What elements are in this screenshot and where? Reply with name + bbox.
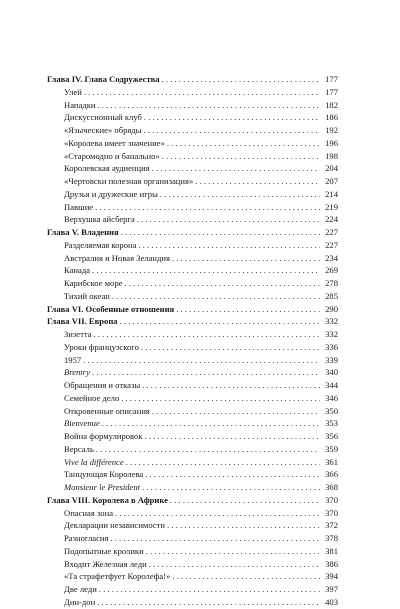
entry-title: «Старомодно и банально» — [64, 150, 160, 161]
dot-leader — [126, 456, 320, 469]
entry-title: Brentry — [64, 367, 90, 378]
toc-chapter-heading — [47, 494, 338, 507]
page-number: 403 — [325, 596, 338, 607]
page-number: 177 — [325, 86, 338, 97]
entry-title: Танцующая Королева — [64, 469, 144, 480]
entry-title: Vive la différence — [64, 456, 124, 467]
dot-leader — [142, 481, 320, 494]
dot-leader — [144, 111, 320, 124]
toc-entry — [47, 341, 338, 354]
dot-leader — [137, 213, 320, 226]
dot-leader — [92, 366, 320, 379]
dot-leader — [162, 73, 320, 86]
toc-entry — [47, 239, 338, 252]
dot-leader — [146, 545, 320, 558]
dot-leader — [121, 392, 320, 405]
page-number: 378 — [325, 533, 338, 543]
toc-entry — [47, 405, 338, 418]
entry-title: Разногласия — [64, 533, 109, 543]
dot-leader — [83, 354, 320, 367]
entry-title: Дискуссионный клуб — [64, 112, 142, 123]
dot-leader — [142, 379, 320, 392]
toc-entry — [47, 277, 338, 290]
toc-entry — [47, 150, 338, 163]
toc-entry — [47, 596, 338, 609]
page-number: 234 — [325, 252, 338, 263]
dot-leader — [97, 596, 320, 609]
toc-chapter-heading — [47, 226, 338, 239]
page-number: 290 — [325, 303, 338, 314]
toc-entry — [47, 175, 338, 188]
dot-leader — [138, 239, 320, 252]
dot-leader — [112, 290, 320, 303]
toc-chapter-heading — [47, 73, 338, 86]
toc-entry — [47, 456, 338, 469]
entry-title: Королевская аудиенция — [64, 163, 150, 174]
toc-entry — [47, 481, 338, 494]
dot-leader — [115, 507, 320, 520]
page-number: 366 — [325, 469, 338, 480]
dot-leader — [143, 124, 320, 137]
page-number: 370 — [325, 507, 338, 518]
entry-title: «Чертовски полезная организация» — [64, 176, 194, 186]
dot-leader — [110, 532, 320, 545]
entry-title: Две леди — [64, 584, 97, 594]
toc-entry — [47, 86, 338, 99]
page-number: 186 — [325, 112, 338, 123]
entry-title: «Языческие» обряды — [64, 125, 142, 135]
entry-title: 1957 — [64, 354, 82, 365]
page-number: 397 — [325, 584, 338, 594]
chapter-title: Глава VI. Особенные отношения — [47, 303, 175, 314]
page-number: 192 — [325, 125, 338, 135]
toc-entry — [47, 558, 338, 571]
entry-title: Откровенные описания — [64, 405, 150, 416]
toc-entry — [47, 392, 338, 405]
dot-leader — [96, 443, 320, 456]
toc-entry — [47, 201, 338, 214]
toc-entry — [47, 354, 338, 367]
dot-leader — [92, 264, 320, 277]
toc-entry — [47, 545, 338, 558]
dot-leader — [124, 277, 320, 290]
page-number: 361 — [325, 456, 338, 467]
toc-entry — [47, 417, 338, 430]
toc-entry — [47, 583, 338, 596]
table-of-contents — [47, 73, 338, 609]
entry-title: Верхушка айсберга — [64, 214, 135, 225]
toc-entry — [47, 570, 338, 583]
entry-title: «Та страфетфует Королефа!» — [64, 571, 171, 582]
toc-entry — [47, 379, 338, 392]
entry-title: Подопытные кролики — [64, 545, 144, 556]
page-number: 356 — [325, 431, 338, 441]
page-number: 227 — [325, 227, 338, 237]
dot-leader — [120, 315, 320, 328]
chapter-title: Глава V. Владения — [47, 227, 119, 237]
entry-title: Входит Железная леди — [64, 558, 147, 569]
page-number: 340 — [325, 367, 338, 378]
entry-title: Друзья и дружеские игры — [64, 188, 158, 199]
toc-entry — [47, 188, 338, 201]
dot-leader — [145, 430, 320, 443]
entry-title: Уроки французского — [64, 341, 139, 352]
toc-entry — [47, 252, 338, 265]
dot-leader — [99, 583, 320, 596]
page-number: 332 — [325, 329, 338, 339]
toc-entry — [47, 124, 338, 137]
toc-entry — [47, 507, 338, 520]
dot-leader — [121, 226, 320, 239]
entry-title: Декларации независимости — [64, 520, 166, 531]
entry-title: Опасная зона — [64, 507, 114, 518]
entry-title: Bienvenue — [64, 418, 100, 429]
dot-leader — [84, 86, 320, 99]
page-number: 177 — [325, 74, 338, 84]
entry-title: Зизетта — [64, 329, 92, 339]
page-number: 394 — [325, 571, 338, 582]
dot-leader — [195, 175, 320, 188]
entry-title: Разделяемая корона — [64, 239, 137, 250]
dot-leader — [145, 468, 320, 481]
toc-entry — [47, 99, 338, 112]
toc-chapter-heading — [47, 315, 338, 328]
toc-entry — [47, 366, 338, 379]
toc-entry — [47, 532, 338, 545]
dot-leader — [160, 188, 320, 201]
dot-leader — [172, 252, 320, 265]
entry-title: Павшие — [64, 201, 94, 212]
dot-leader — [162, 150, 320, 163]
page-number: 214 — [325, 188, 338, 199]
dot-leader — [102, 417, 320, 430]
entry-title: Нападки — [64, 99, 96, 110]
entry-title: Дин-дон — [64, 596, 96, 607]
toc-entry — [47, 468, 338, 481]
entry-title: Австралия и Новая Зеландия — [64, 252, 170, 263]
dot-leader — [152, 162, 320, 175]
page-number: 198 — [325, 150, 338, 161]
entry-title: Версаль — [64, 443, 94, 454]
dot-leader — [95, 201, 320, 214]
toc-chapter-heading — [47, 303, 338, 316]
entry-title: «Королева имеет значение» — [64, 137, 165, 148]
page-number: 227 — [325, 239, 338, 250]
page-number: 224 — [325, 214, 338, 225]
toc-entry — [47, 213, 338, 226]
page-number: 372 — [325, 520, 338, 531]
toc-entry — [47, 137, 338, 150]
toc-entry — [47, 162, 338, 175]
page-number: 336 — [325, 341, 338, 352]
page-number: 207 — [325, 176, 338, 186]
page-number: 182 — [325, 99, 338, 110]
page-number: 344 — [325, 380, 338, 390]
chapter-title: Глава VII. Европа — [47, 316, 118, 327]
page-number: 359 — [325, 443, 338, 454]
page-number: 370 — [325, 494, 338, 505]
toc-entry — [47, 328, 338, 341]
toc-entry — [47, 519, 338, 532]
dot-leader — [94, 328, 320, 341]
dot-leader — [149, 558, 320, 571]
page-number: 381 — [325, 545, 338, 556]
page-number: 339 — [325, 354, 338, 365]
dot-leader — [141, 341, 320, 354]
dot-leader — [167, 137, 320, 150]
page-number: 368 — [325, 482, 338, 492]
page-number: 386 — [325, 558, 338, 569]
dot-leader — [176, 303, 320, 316]
page-number: 269 — [325, 265, 338, 276]
chapter-title: Глава VIII. Королева в Африке — [47, 494, 168, 505]
entry-title: Monsieur le President — [64, 482, 141, 492]
page-number: 285 — [325, 290, 338, 301]
entry-title: Война формулировок — [64, 431, 143, 441]
chapter-title: Глава IV. Глава Содружества — [47, 74, 160, 84]
page-number: 204 — [325, 163, 338, 174]
page-number: 353 — [325, 418, 338, 429]
page-number: 332 — [325, 316, 338, 327]
entry-title: Улей — [64, 86, 82, 97]
toc-entry — [47, 443, 338, 456]
entry-title: Канада — [64, 265, 91, 276]
toc-entry — [47, 290, 338, 303]
page-number: 346 — [325, 392, 338, 403]
entry-title: Семейное дело — [64, 392, 120, 403]
dot-leader — [167, 519, 320, 532]
toc-entry — [47, 264, 338, 277]
page-number: 278 — [325, 278, 338, 288]
page-number: 219 — [325, 201, 338, 212]
toc-entry — [47, 430, 338, 443]
page-number: 350 — [325, 405, 338, 416]
entry-title: Обращения и отказы — [64, 380, 141, 390]
dot-leader — [97, 99, 320, 112]
toc-entry — [47, 111, 338, 124]
entry-title: Карибское море — [64, 278, 123, 288]
page-number: 196 — [325, 137, 338, 148]
dot-leader — [170, 494, 320, 507]
entry-title: Тихий океан — [64, 290, 110, 301]
dot-leader — [172, 570, 320, 583]
dot-leader — [152, 405, 320, 418]
